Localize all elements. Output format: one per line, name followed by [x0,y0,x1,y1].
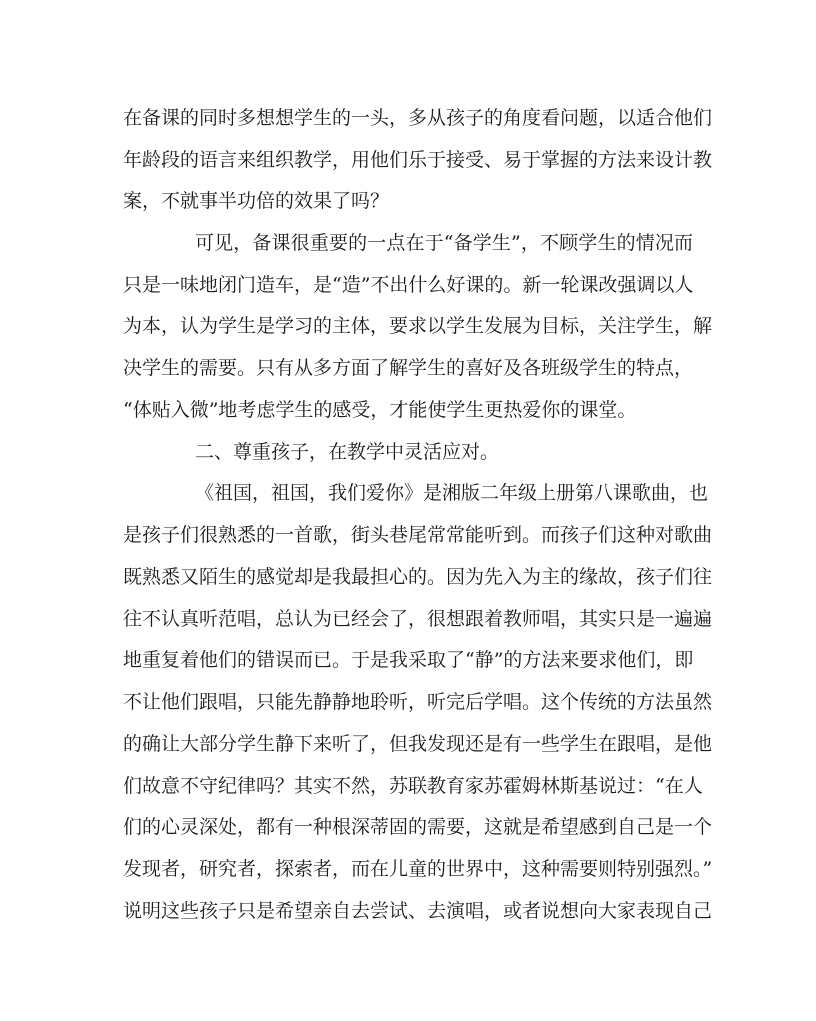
text-line: 只是一味地闭门造车，是“造”不出什么好课的。新一轮课改强调以人 [123,274,694,296]
text-line: 决学生的需要。只有从多方面了解学生的喜好及各班级学生的特点， [123,357,694,379]
text-line: 的确让大部分学生静下来听了，但我发现还是有一些学生在跟唱，是他 [123,733,713,755]
text-line: 年龄段的语言来组织教学，用他们乐于接受、易于掌握的方法来设计教 [123,149,713,171]
text-line: 是孩子们很熟悉的一首歌，街头巷尾常常能听到。而孩子们这种对歌曲 [123,524,713,546]
text-line: 们故意不守纪律吗？其实不然，苏联教育家苏霍姆林斯基说过：“在人 [123,775,703,797]
text-line: 地重复着他们的错误而已。于是我采取了“静”的方法来要求他们，即 [123,649,694,671]
text-line: 既熟悉又陌生的感觉却是我最担心的。因为先入为主的缘故，孩子们往 [123,566,713,588]
paragraph-first-line: 可见，备课很重要的一点在于“备学生”，不顾学生的情况而 [195,232,693,254]
text-line: 不让他们跟唱，只能先静静地聆听，听完后学唱。这个传统的方法虽然 [123,691,713,713]
section-heading: 二、尊重孩子，在教学中灵活应对。 [195,441,500,463]
text-line: 在备课的同时多想想学生的一头，多从孩子的角度看问题，以适合他们 [123,107,713,129]
text-line: 为本，认为学生是学习的主体，要求以学生发展为目标，关注学生，解 [123,315,713,337]
text-line: 案，不就事半功倍的效果了吗？ [123,190,390,212]
text-line: 说明这些孩子只是希望亲自去尝试、去演唱，或者说想向大家表现自己 [123,900,713,922]
paragraph-first-line: 《祖国，祖国，我们爱你》是湘版二年级上册第八课歌曲，也 [195,482,709,504]
text-line: 们的心灵深处，都有一种根深蒂固的需要，这就是希望感到自己是一个 [123,816,713,838]
text-line: 往不认真听范唱，总认为已经会了，很想跟着教师唱，其实只是一遍遍 [123,608,713,630]
text-line: 发现者，研究者，探索者，而在儿童的世界中，这种需要则特别强烈。” [123,858,713,880]
text-line: “体贴入微”地考虑学生的感受，才能使学生更热爱你的课堂。 [123,399,637,421]
